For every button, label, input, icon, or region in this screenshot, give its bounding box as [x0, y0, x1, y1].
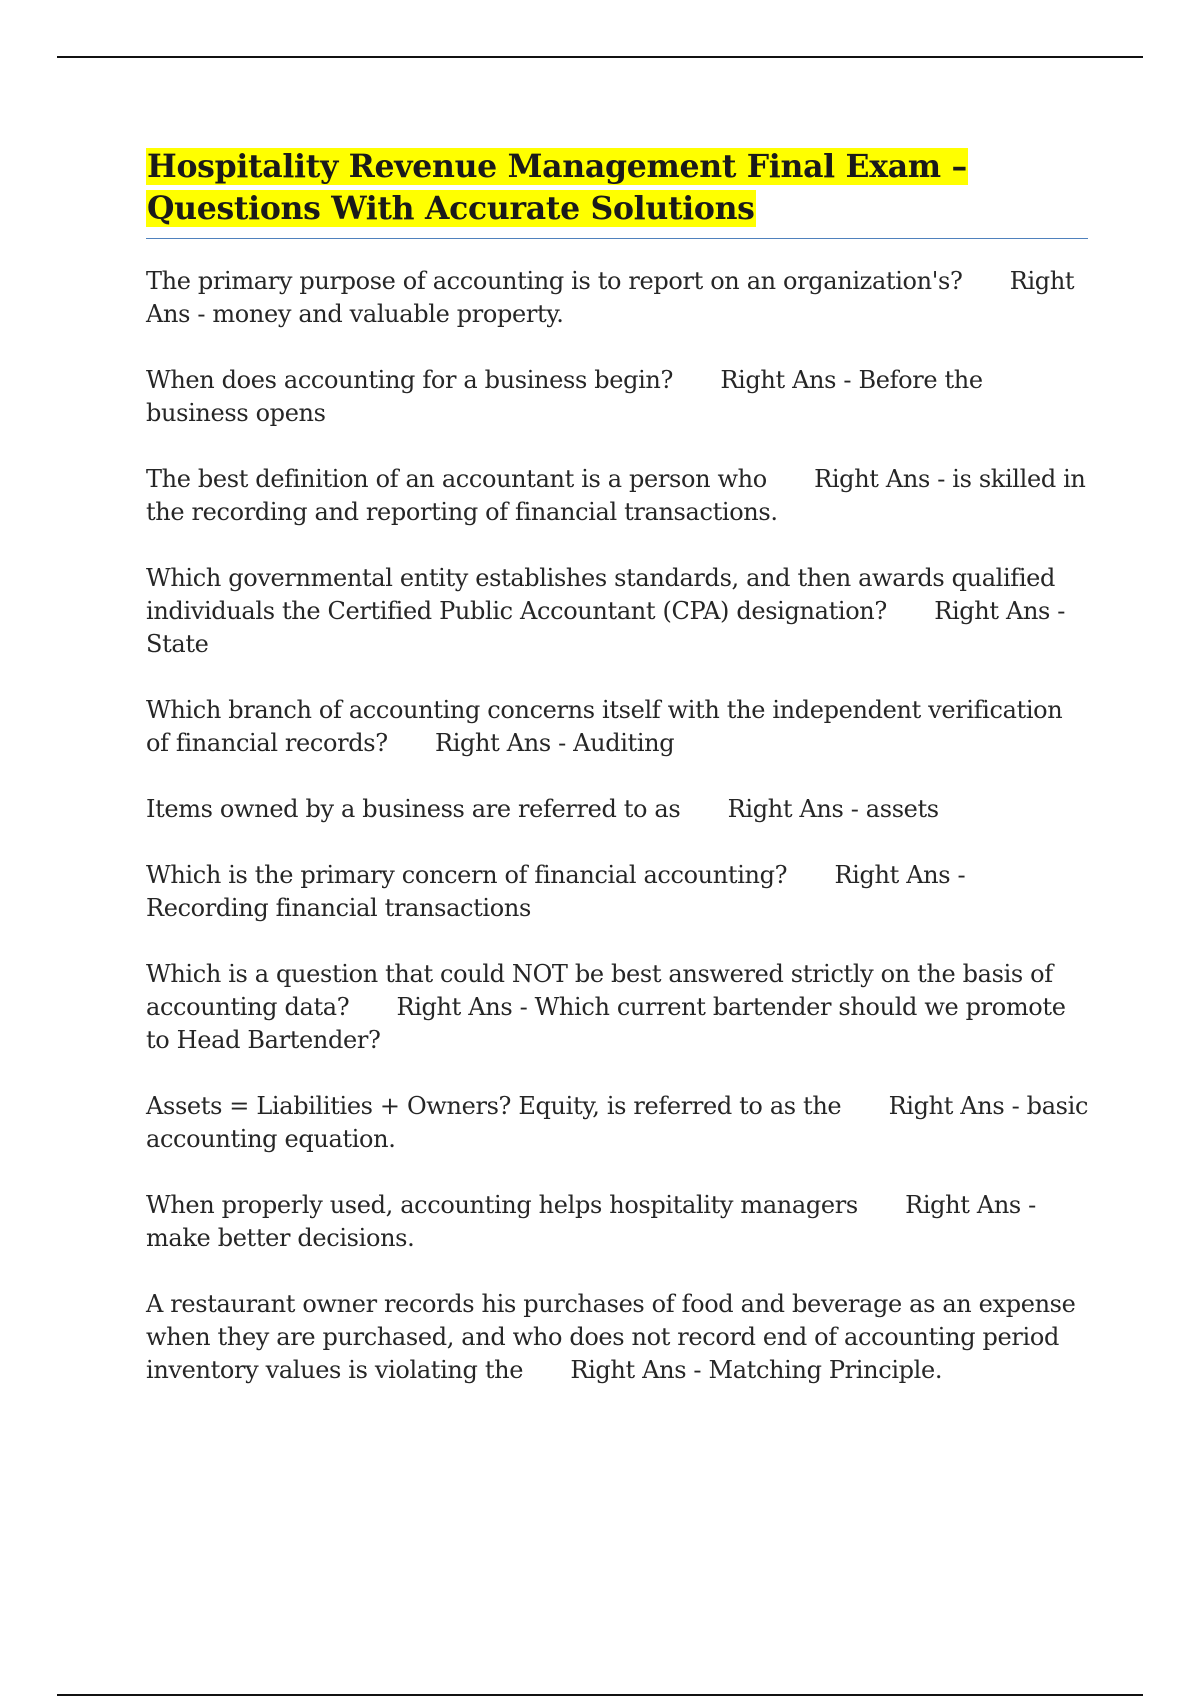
answer-text: Right Ans - is skilled in the recording and reporting of financial transactions.	[146, 465, 1086, 526]
answer-text: Right Ans - assets	[727, 795, 939, 823]
document-title	[146, 146, 1088, 239]
qa-item	[146, 265, 1090, 331]
question-text: When does accounting for a business begin?	[146, 366, 674, 394]
answer-text: Right Ans - make better decisions.	[146, 1191, 1036, 1252]
question-text: Items owned by a business are referred to as	[146, 795, 681, 823]
answer-text: Right Ans - money and valuable property.	[146, 267, 1075, 328]
qa-item	[146, 793, 1090, 826]
page-bottom-rule	[57, 1694, 1143, 1696]
qa-item	[146, 364, 1090, 430]
question-text: Which is the primary concern of financial accounting?	[146, 861, 788, 889]
question-text: Which governmental entity establishes standards, and then awards qualified individuals the Certified Public Accountant (CPA) designation?	[146, 564, 1056, 625]
page-title	[146, 146, 1088, 230]
question-text: A restaurant owner records his purchases of food and beverage as an expense when they are purchased, and who does not record end of accounting period inventory values is violating the	[146, 1290, 1076, 1384]
document-body	[146, 146, 1090, 1420]
answer-text: Right Ans - basic accounting equation.	[146, 1092, 1089, 1153]
answer-text: Right Ans - Matching Principle.	[570, 1356, 943, 1384]
question-text: When properly used, accounting helps hospitality managers	[146, 1191, 858, 1219]
question-text: Which branch of accounting concerns itself with the independent verification of financial records?	[146, 696, 1063, 757]
title-line-2: Questions With Accurate Solutions	[147, 190, 755, 227]
qa-item	[146, 859, 1090, 925]
qa-item	[146, 1288, 1090, 1387]
qa-list	[146, 265, 1090, 1387]
title-line-1: Hospitality Revenue Management Final Exam –	[147, 148, 967, 185]
qa-item	[146, 1189, 1090, 1255]
question-text: Which is a question that could NOT be best answered strictly on the basis of accounting data?	[146, 960, 1053, 1021]
qa-item	[146, 1090, 1090, 1156]
question-text: Assets = Liabilities + Owners? Equity, is referred to as the	[146, 1092, 842, 1120]
answer-text: Right Ans - State	[146, 597, 1066, 658]
qa-item	[146, 562, 1090, 661]
page-top-rule	[57, 56, 1143, 58]
answer-text: Right Ans - Auditing	[435, 729, 675, 757]
qa-item	[146, 958, 1090, 1057]
question-text: The best definition of an accountant is a person who	[146, 465, 767, 493]
qa-item	[146, 463, 1090, 529]
answer-text: Right Ans - Which current bartender should we promote to Head Bartender?	[146, 993, 1066, 1054]
answer-text: Right Ans - Before the business opens	[146, 366, 983, 427]
answer-text: Right Ans - Recording financial transactions	[146, 861, 966, 922]
qa-item	[146, 694, 1090, 760]
question-text: The primary purpose of accounting is to report on an organization's?	[146, 267, 963, 295]
